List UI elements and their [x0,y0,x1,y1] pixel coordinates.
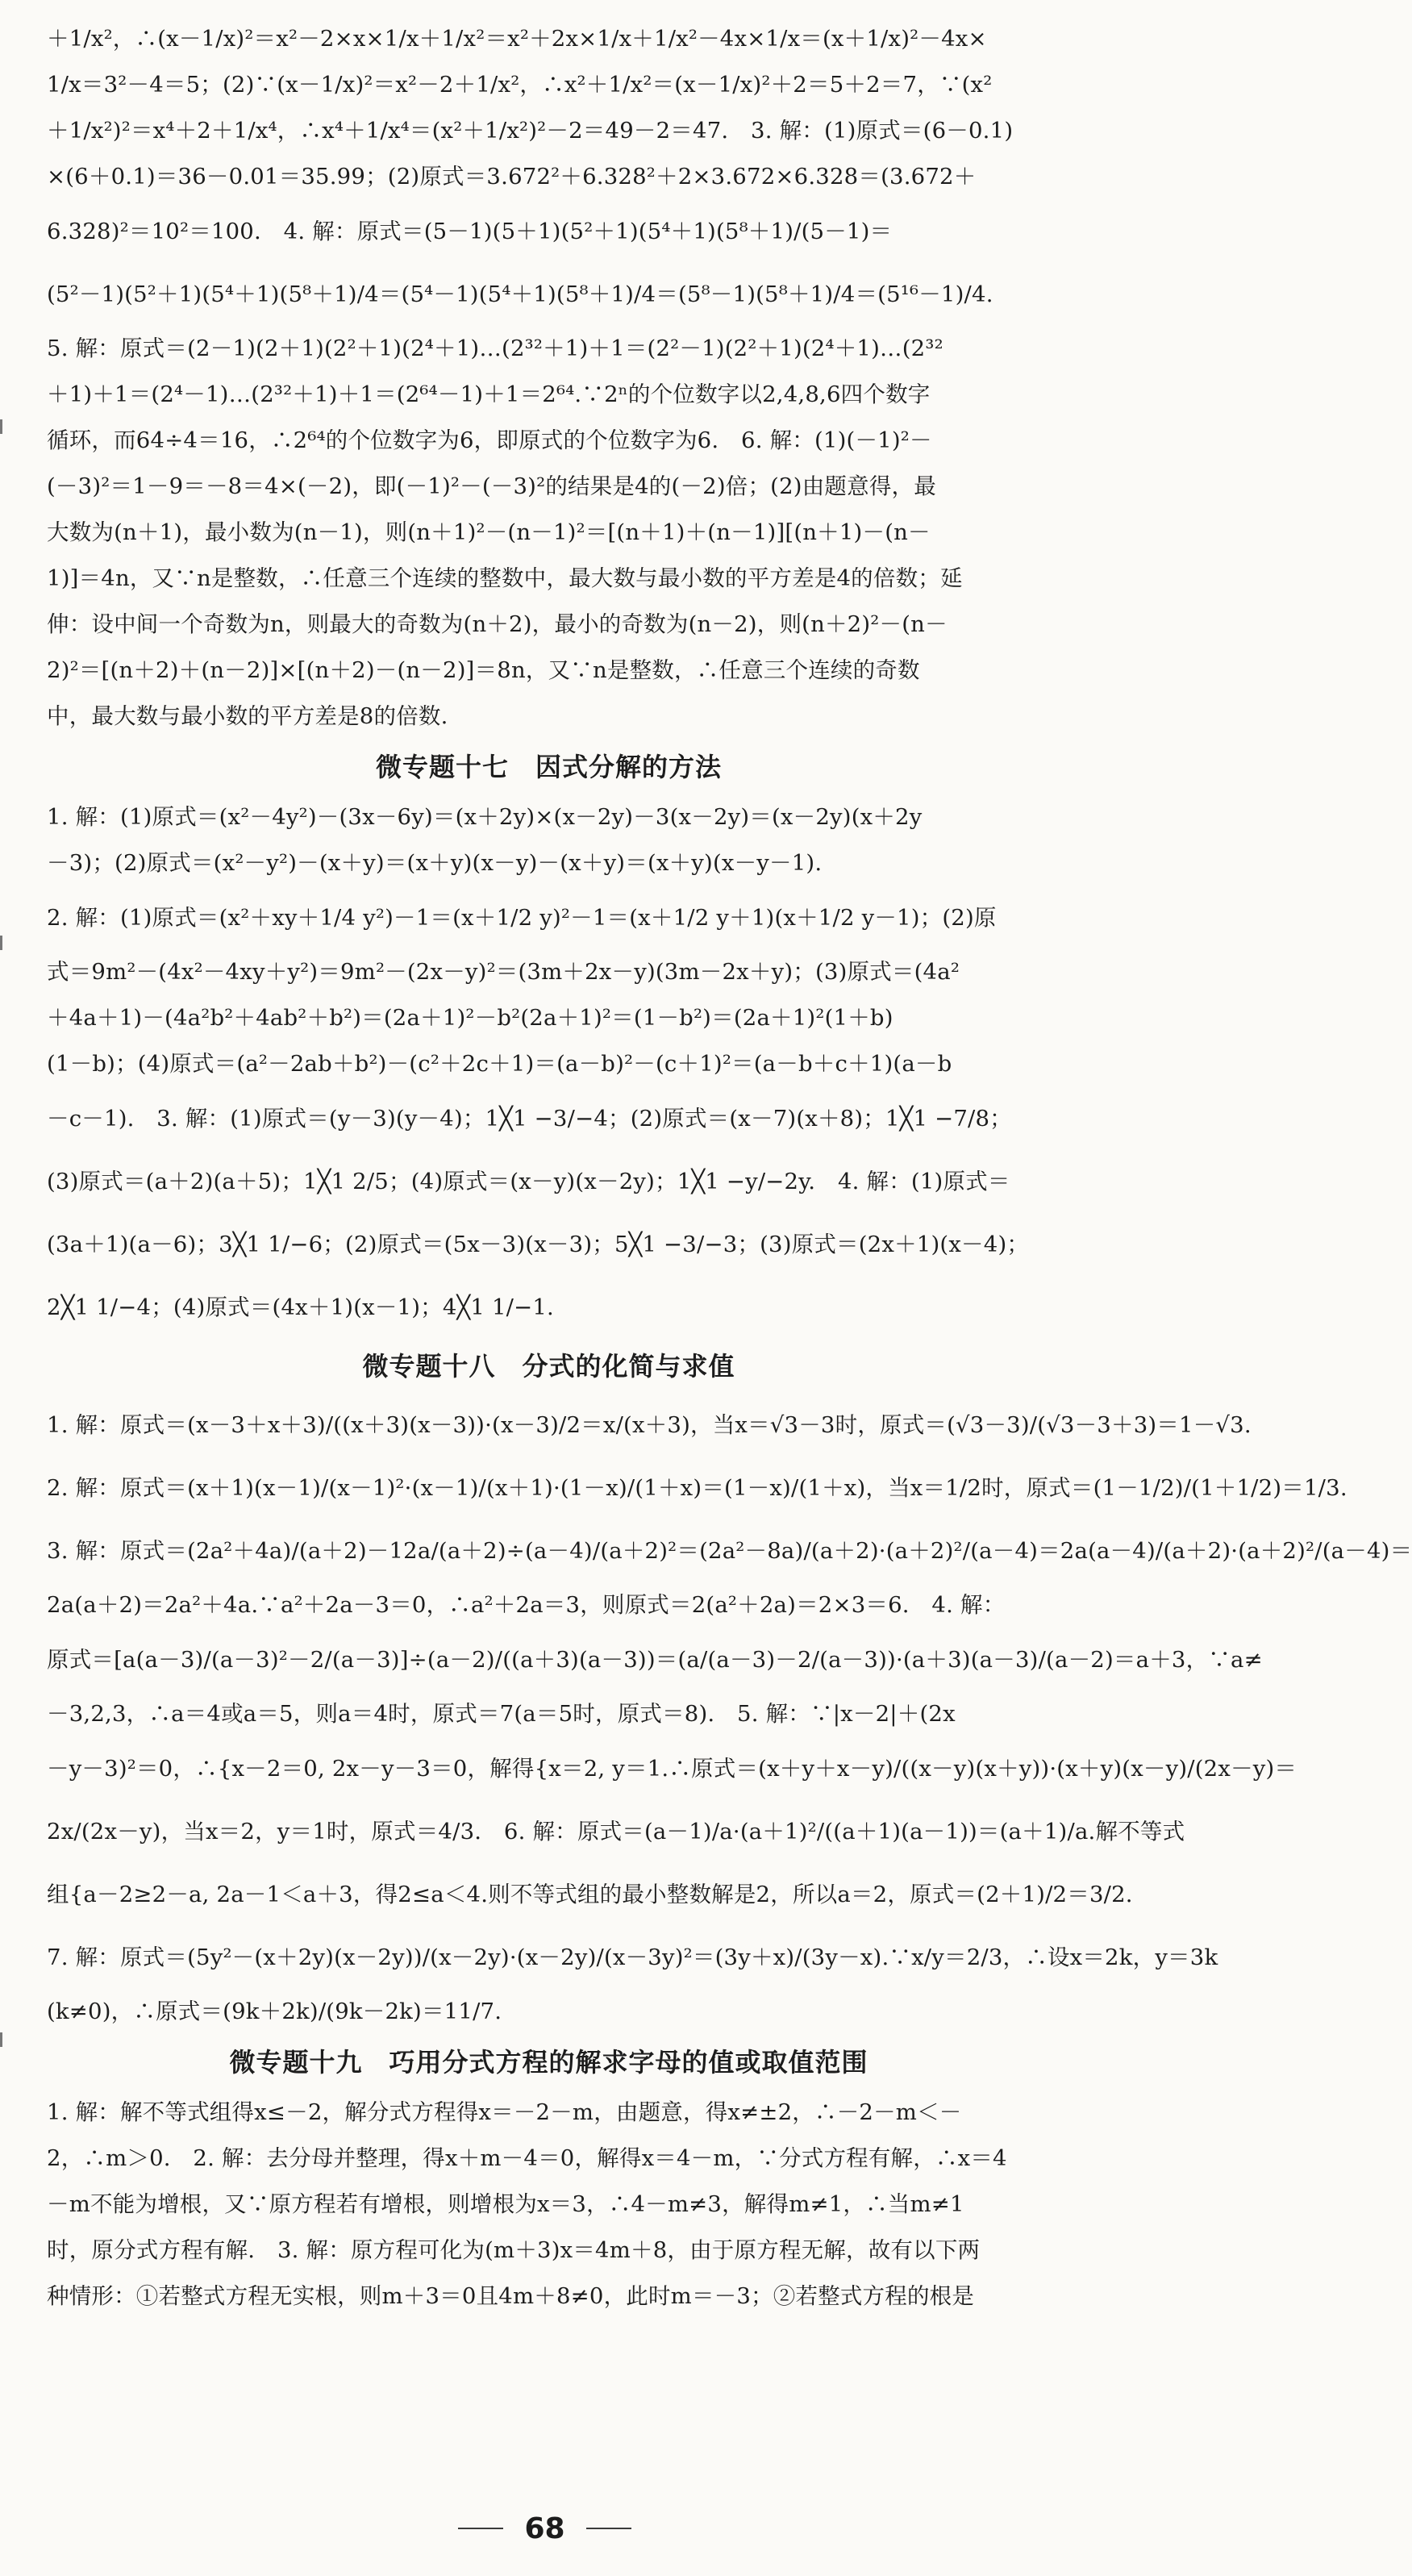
section-18 [47,1394,1412,2035]
text-line: 种情形：①若整式方程无实根，则m＋3＝0且4m＋8≠0，此时m＝－3；②若整式方程的根是 [47,2283,975,2309]
text-line: (3)原式＝(a＋2)(a＋5)；1╳1 2/5；(4)原式＝(x－y)(x－2y)；1╳1 −y/−2y. 4. 解：(1)原式＝ [47,1169,1010,1194]
text-line: (－3)²＝1－9＝－8＝4×(－2)，即(－1)²－(－3)²的结果是4的(－2)倍；(2)由题意得，最 [47,473,936,499]
text-line: ＋4a＋1)－(4a²b²＋4ab²＋b²)＝(2a＋1)²－b²(2a＋1)²＝(1－b²)＝(2a＋1)²(1＋b) [47,1005,893,1031]
text-line: ＋1/x²，∴(x－1/x)²＝x²－2×x×1/x＋1/x²＝x²＋2x×1/x＋1/x²－4x×1/x＝(x＋1/x)²－4x× [47,26,987,52]
page-footer [0,2504,1089,2553]
text-line: 循环，而64÷4＝16，∴2⁶⁴的个位数字为6，即原式的个位数字为6. 6. 解：(1)(－1)²－ [47,427,932,453]
text-line: 7. 解：原式＝(5y²－(x＋2y)(x－2y))/(x－2y)·(x－2y)/(x－3y)²＝(3y＋x)/(3y－x).∵x/y＝2/3，∴设x＝2k，y＝3k [47,1945,1218,1970]
text-line: 6.328)²＝10²＝100. 4. 解：原式＝(5－1)(5＋1)(5²＋1)(5⁴＋1)(5⁸＋1)/(5－1)＝ [47,219,893,244]
text-line: －m不能为增根，又∵原方程若有增根，则增根为x＝3，∴4－m≠3，解得m≠1，∴当m≠1 [47,2191,964,2217]
footer-left-rule [458,2528,503,2529]
text-line: 伸：设中间一个奇数为n，则最大的奇数为(n＋2)，最小的奇数为(n－2)，则(n＋2)²－(n－ [47,611,948,637]
text-line: 中，最大数与最小数的平方差是8的倍数. [47,703,448,729]
page-number: 68 [524,2511,565,2545]
text-line: ＋1)＋1＝(2⁴－1)…(2³²＋1)＋1＝(2⁶⁴－1)＋1＝2⁶⁴.∵2ⁿ的个位数字以2,4,8,6四个数字 [47,381,931,407]
text-line: ＋1/x²)²＝x⁴＋2＋1/x⁴，∴x⁴＋1/x⁴＝(x²＋1/x²)²－2＝49－2＝47. 3. 解：(1)原式＝(6－0.1) [47,118,1014,144]
text-line: 原式＝[a(a－3)/(a－3)²－2/(a－3)]÷(a－2)/((a＋3)(a－3))＝(a/(a－3)－2/(a－3))·(a＋3)(a－3)/(a－2)＝a＋3，∵a≠ [47,1647,1263,1673]
section-heading-19: 微专题十九 巧用分式方程的解求字母的值或取值范围 [229,2047,868,2078]
section-continued [47,16,1051,740]
footer-right-rule [586,2528,631,2529]
text-line: －3,2,3，∴a＝4或a＝5，则a＝4时，原式＝7(a＝5时，原式＝8). 5. 解：∵|x－2|＋(2x [47,1701,956,1727]
text-line: 1. 解：解不等式组得x≤－2，解分式方程得x＝－2－m，由题意，得x≠±2，∴－2－m＜－ [47,2099,962,2125]
text-line: －3)；(2)原式＝(x²－y²)－(x＋y)＝(x＋y)(x－y)－(x＋y)＝(x＋y)(x－y－1). [47,850,823,876]
section-heading-17: 微专题十七 因式分解的方法 [375,752,722,782]
text-line: 式＝9m²－(4x²－4xy＋y²)＝9m²－(2x－y)²＝(3m＋2x－y)(3m－2x＋y)；(3)原式＝(4a² [47,959,960,985]
text-line: 2. 解：(1)原式＝(x²＋xy＋1/4 y²)－1＝(x＋1/2 y)²－1＝(x＋1/2 y＋1)(x＋1/2 y－1)；(2)原 [47,905,997,931]
text-line: 2，∴m＞0. 2. 解：去分母并整理，得x＋m－4＝0，解得x＝4－m，∵分式方程有解，∴x＝4 [47,2145,1007,2171]
section-heading-18: 微专题十八 分式的化简与求值 [362,1351,735,1382]
text-line: 2x/(2x－y)，当x＝2，y＝1时，原式＝4/3. 6. 解：原式＝(a－1)/a·(a＋1)²/((a＋1)(a－1))＝(a＋1)/a.解不等式 [47,1819,1185,1844]
binding-edge-marks [0,0,3,2576]
text-line: (5²－1)(5²＋1)(5⁴＋1)(5⁸＋1)/4＝(5⁴－1)(5⁴＋1)(5⁸＋1)/4＝(5⁸－1)(5⁸＋1)/4＝(5¹⁶－1)/4. [47,281,993,307]
text-line: (1－b)；(4)原式＝(a²－2ab＋b²)－(c²＋2c＋1)＝(a－b)²－(c＋1)²＝(a－b＋c＋1)(a－b [47,1051,952,1077]
text-line: －c－1). 3. 解：(1)原式＝(y－3)(y－4)；1╳1 −3/−4；(2)原式＝(x－7)(x＋8)；1╳1 −7/8； [47,1106,1012,1132]
binding-mark [0,936,2,950]
text-line: 2)²＝[(n＋2)＋(n－2)]×[(n＋2)－(n－2)]＝8n，又∵n是整数，∴任意三个连续的奇数 [47,657,920,683]
text-line: 2. 解：原式＝(x＋1)(x－1)/(x－1)²·(x－1)/(x＋1)·(1－x)/(1＋x)＝(1－x)/(1＋x)，当x＝1/2时，原式＝(1－1/2)/(1＋1/2)＝1/3. [47,1475,1347,1501]
text-line: 2a(a＋2)＝2a²＋4a.∵a²＋2a－3＝0，∴a²＋2a＝3，则原式＝2(a²＋2a)＝2×3＝6. 4. 解： [47,1592,1006,1618]
binding-mark [0,2032,2,2047]
binding-mark [0,419,2,434]
text-line: 3. 解：原式＝(2a²＋4a)/(a＋2)－12a/(a＋2)÷(a－4)/(a＋2)²＝(2a²－8a)/(a＋2)·(a＋2)²/(a－4)＝2a(a－4)/(a＋2)·(a＋2)²/(a－4)＝ [47,1538,1412,1564]
text-line: －y－3)²＝0，∴{x－2＝0, 2x－y－3＝0，解得{x＝2, y＝1.∴原式＝(x＋y＋x－y)/((x－y)(x＋y))·(x＋y)(x－y)/(2x－y)＝ [47,1756,1297,1782]
text-line: 5. 解：原式＝(2－1)(2＋1)(2²＋1)(2⁴＋1)…(2³²＋1)＋1＝(2²－1)(2²＋1)(2⁴＋1)…(2³² [47,336,943,361]
section-19 [47,2090,1051,2320]
text-line: 时，原分式方程有解. 3. 解：原方程可化为(m＋3)x＝4m＋8，由于原方程无解，故有以下两 [47,2237,981,2263]
text-line: ×(6＋0.1)＝36－0.01＝35.99；(2)原式＝3.672²＋6.328²＋2×3.672×6.328＝(3.672＋ [47,164,977,190]
text-line: 1. 解：原式＝(x－3＋x＋3)/((x＋3)(x－3))·(x－3)/2＝x/(x＋3)，当x＝√3－3时，原式＝(√3－3)/(√3－3＋3)＝1－√3. [47,1412,1252,1438]
text-line: (3a＋1)(a－6)；3╳1 1/−6；(2)原式＝(5x－3)(x－3)；5╳1 −3/−3；(3)原式＝(2x＋1)(x－4)； [47,1232,1030,1257]
text-line: 1)]＝4n，又∵n是整数，∴任意三个连续的整数中，最大数与最小数的平方差是4的倍数；延 [47,565,963,591]
text-line: 1. 解：(1)原式＝(x²－4y²)－(3x－6y)＝(x＋2y)×(x－2y)－3(x－2y)＝(x－2y)(x＋2y [47,804,923,830]
text-line: 组{a－2≥2－a, 2a－1＜a＋3，得2≤a＜4.则不等式组的最小整数解是2，所以a＝2，原式＝(2＋1)/2＝3/2. [47,1882,1133,1907]
text-line: (k≠0)，∴原式＝(9k＋2k)/(9k－2k)＝11/7. [47,1999,502,2024]
text-line: 大数为(n＋1)，最小数为(n－1)，则(n＋1)²－(n－1)²＝[(n＋1)＋(n－1)][(n＋1)－(n－ [47,519,931,545]
text-line: 1/x＝3²－4＝5；(2)∵(x－1/x)²＝x²－2＋1/x²，∴x²＋1/x²＝(x－1/x)²＋2＝5＋2＝7，∵(x² [47,72,993,98]
section-17 [47,794,1051,1339]
text-line: 2╳1 1/−4；(4)原式＝(4x＋1)(x－1)；4╳1 1/−1. [47,1294,554,1320]
